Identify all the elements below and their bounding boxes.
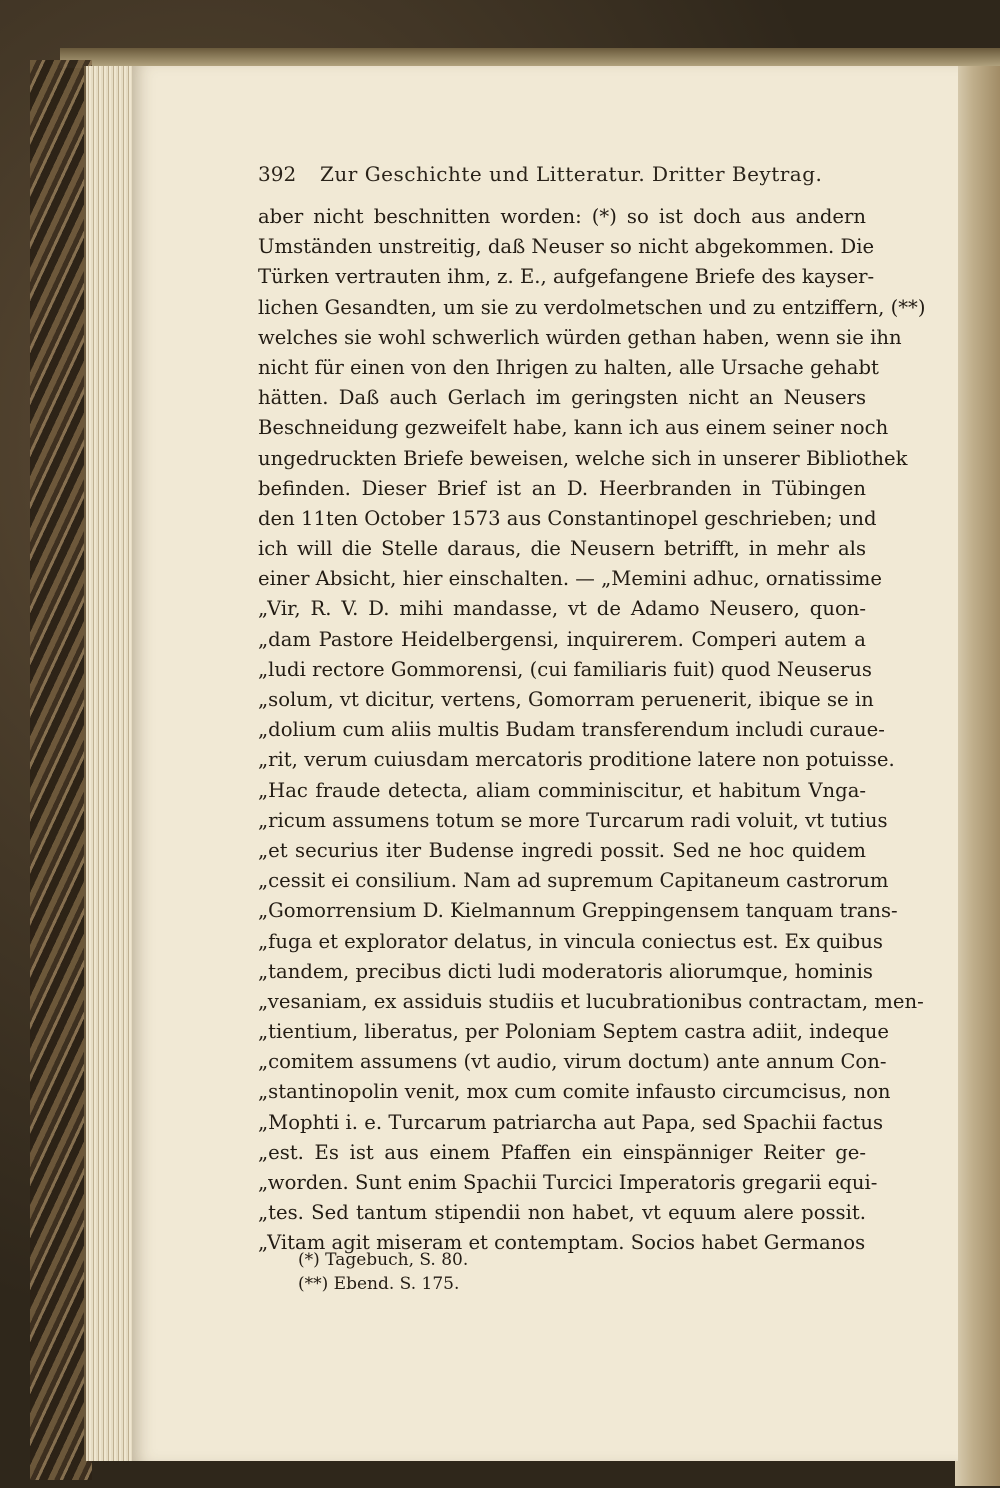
text-line: „Gomorrensium D. Kielmannum Greppingensem tanquam trans-	[258, 899, 898, 923]
page-edges	[84, 66, 138, 1461]
text-line: ich will die Stelle daraus, die Neusern betrifft, in mehr als	[258, 537, 866, 561]
book-top-edge	[60, 48, 1000, 68]
text-line: „Vitam agit miseram et contemptam. Socios habet Germanos	[258, 1231, 866, 1255]
text-line: „comitem assumens (vt audio, virum doctum) ante annum Con-	[258, 1050, 887, 1074]
running-header	[258, 158, 866, 194]
text-line: „et securius iter Budense ingredi possit. Sed ne hoc quidem	[258, 838, 866, 862]
text-line: „Mophti i. e. Turcarum patriarcha aut Papa, sed Spachii factus	[258, 1110, 884, 1134]
text-line: „ludi rectore Gommorensi, (cui familiaris fuit) quod Neuserus	[258, 657, 872, 681]
text-line: „tandem, precibus dicti ludi moderatoris aliorumque, hominis	[258, 959, 873, 983]
text-line: Umständen unstreitig, daß Neuser so nicht abgekommen. Die	[258, 235, 875, 259]
text-line: welches sie wohl schwerlich würden gethan haben, wenn sie ihn	[258, 325, 902, 349]
text-line: ungedruckten Briefe beweisen, welche sich in unserer Bibliothek	[258, 446, 908, 470]
text-line: hätten. Daß auch Gerlach im geringsten nicht an Neusers	[258, 386, 866, 410]
text-line: „ricum assumens totum se more Turcarum radi voluit, vt tutius	[258, 808, 888, 832]
text-line: den 11ten October 1573 aus Constantinopel geschrieben; und	[258, 506, 877, 530]
text-line: Türken vertrauten ihm, z. E., aufgefangene Briefe des kayser-	[258, 265, 875, 289]
text-line: „Hac fraude detecta, aliam comminiscitur, et habitum Vnga-	[258, 778, 866, 802]
marbled-cover	[30, 60, 92, 1480]
text-line: „rit, verum cuiusdam mercatoris proditione latere non potuisse.	[258, 748, 895, 772]
text-line: „stantinopolin venit, mox cum comite infausto circumcisus, non	[258, 1080, 891, 1104]
text-line: „tientium, liberatus, per Poloniam Septem castra adiit, indeque	[258, 1020, 889, 1044]
text-line: „tes. Sed tantum stipendii non habet, vt equum alere possit.	[258, 1201, 866, 1225]
text-line: „est. Es ist aus einem Pfaffen ein einspänniger Reiter ge-	[258, 1140, 866, 1164]
running-title: Zur Geschichte und Litteratur. Dritter Beytrag.	[320, 162, 823, 186]
text-line: nicht für einen von den Ihrigen zu halten, alle Ursache gehabt	[258, 355, 879, 379]
body-text	[258, 202, 926, 1259]
text-line: „dolium cum aliis multis Budam transferendum includi curaue-	[258, 718, 885, 742]
text-line: aber nicht beschnitten worden: (*) so ist doch aus andern	[258, 205, 866, 228]
text-line: „Vir, R. V. D. mihi mandasse, vt de Adamo Neusero, quon-	[258, 597, 866, 621]
text-line: „cessit ei consilium. Nam ad supremum Capitaneum castrorum	[258, 869, 889, 893]
text-line: Beschneidung gezweifelt habe, kann ich aus einem seiner noch	[258, 416, 889, 440]
text-line: befinden. Dieser Brief ist an D. Heerbranden in Tübingen	[258, 476, 866, 500]
facing-page-edge	[955, 66, 1000, 1486]
text-line: „vesaniam, ex assiduis studiis et lucubrationibus contractam, men-	[258, 989, 924, 1013]
page-number: 392	[258, 162, 297, 186]
text-line: lichen Gesandten, um sie zu verdolmetschen und zu entziffern, (**)	[258, 295, 926, 319]
text-line: „worden. Sunt enim Spachii Turcici Imperatoris gregarii equi-	[258, 1171, 878, 1194]
text-line: „fuga et explorator delatus, in vincula coniectus est. Ex quibus	[258, 929, 883, 953]
text-line: einer Absicht, hier einschalten. — „Memini adhuc, ornatissime	[258, 567, 882, 591]
footnote: (*) Tagebuch, S. 80.	[298, 1250, 469, 1270]
text-line: „dam Pastore Heidelbergensi, inquirerem. Comperi autem a	[258, 627, 866, 651]
text-line: „solum, vt dicitur, vertens, Gomorram peruenerit, ibique se in	[258, 688, 874, 711]
footnotes	[298, 1248, 798, 1296]
footnote: (**) Ebend. S. 175.	[298, 1274, 460, 1294]
